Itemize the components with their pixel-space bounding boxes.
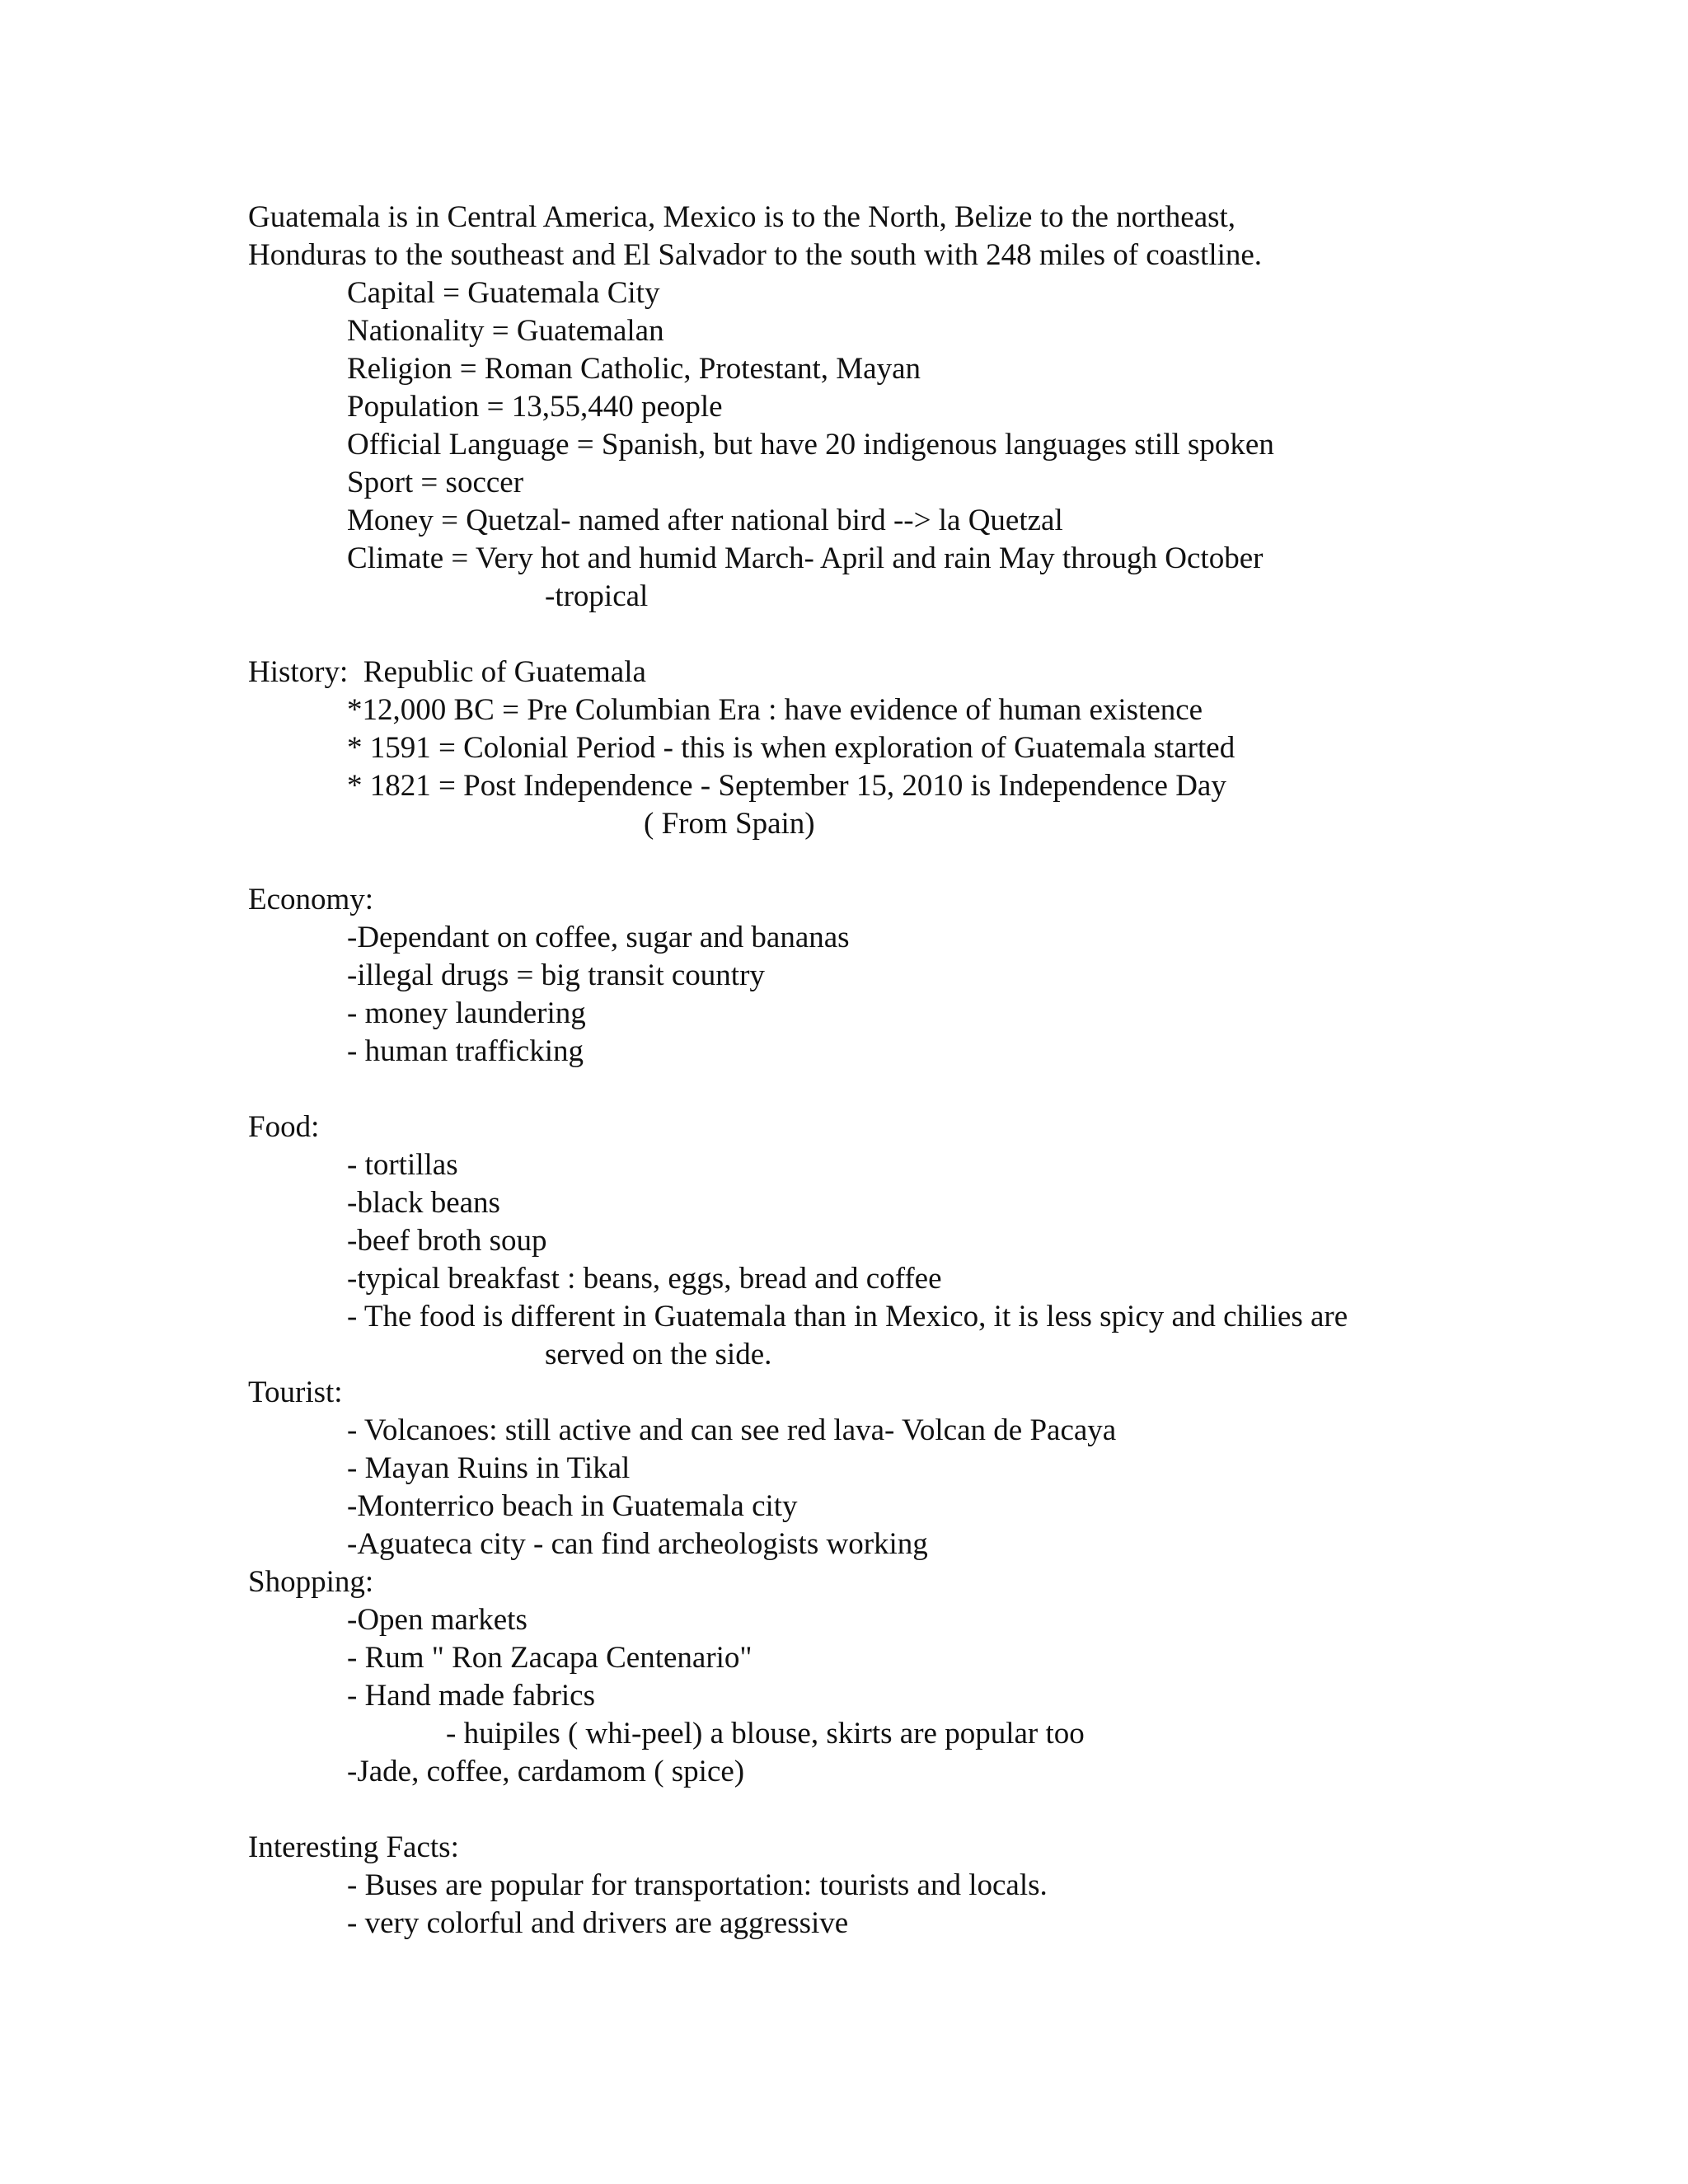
spacer — [248, 1071, 1649, 1108]
intro-line: Guatemala is in Central America, Mexico is to the North, Belize to the northeast, — [248, 200, 1236, 234]
shopping-item: -Jade, coffee, cardamom ( spice) — [347, 1755, 745, 1788]
food-item: -black beans — [347, 1186, 500, 1220]
history-item: *12,000 BC = Pre Columbian Era : have evidence of human existence — [347, 693, 1203, 727]
interesting-fact-item: - very colorful and drivers are aggressive — [347, 1906, 849, 1940]
fact-sport: Sport = soccer — [347, 466, 524, 499]
food-item: -beef broth soup — [347, 1224, 547, 1258]
spacer — [248, 843, 1649, 881]
spacer — [248, 1791, 1649, 1829]
history-item: * 1821 = Post Independence - September 15, 2010 is Independence Day — [347, 769, 1226, 803]
economy-item: - human trafficking — [347, 1034, 584, 1068]
section-heading-history: History: Republic of Guatemala — [248, 655, 646, 689]
interesting-fact-item: - Buses are popular for transportation: tourists and locals. — [347, 1868, 1048, 1902]
section-heading-interesting-facts: Interesting Facts: — [248, 1830, 459, 1864]
shopping-item: -Open markets — [347, 1603, 528, 1637]
food-item: - The food is different in Guatemala than in Mexico, it is less spicy and chilies are — [347, 1300, 1348, 1333]
tourist-item: - Mayan Ruins in Tikal — [347, 1451, 631, 1485]
shopping-item: - Hand made fabrics — [347, 1679, 596, 1713]
economy-item: -Dependant on coffee, sugar and bananas — [347, 921, 850, 954]
intro-line: Honduras to the southeast and El Salvador to the south with 248 miles of coastline. — [248, 238, 1263, 272]
fact-nationality: Nationality = Guatemalan — [347, 314, 664, 348]
section-heading-tourist: Tourist: — [248, 1376, 343, 1409]
fact-money: Money = Quetzal- named after national bird --> la Quetzal — [347, 504, 1063, 537]
economy-item: - money laundering — [347, 996, 586, 1030]
fact-climate-continued: -tropical — [545, 579, 649, 613]
section-heading-shopping: Shopping: — [248, 1565, 374, 1599]
spacer — [248, 616, 1649, 654]
fact-population: Population = 13,55,440 people — [347, 390, 723, 424]
fact-climate: Climate = Very hot and humid March- April and rain May through October — [347, 541, 1264, 575]
shopping-subitem: - huipiles ( whi-peel) a blouse, skirts are popular too — [446, 1717, 1085, 1750]
food-item-continued: served on the side. — [545, 1338, 772, 1371]
economy-item: -illegal drugs = big transit country — [347, 958, 765, 992]
fact-language: Official Language = Spanish, but have 20 indigenous languages still spoken — [347, 428, 1274, 462]
tourist-item: -Aguateca city - can find archeologists working — [347, 1527, 928, 1561]
food-item: - tortillas — [347, 1148, 458, 1182]
history-item: * 1591 = Colonial Period - this is when exploration of Guatemala started — [347, 731, 1236, 765]
document-body — [248, 199, 1649, 1943]
tourist-item: - Volcanoes: still active and can see red lava- Volcan de Pacaya — [347, 1413, 1117, 1447]
fact-religion: Religion = Roman Catholic, Protestant, Mayan — [347, 352, 921, 386]
tourist-item: -Monterrico beach in Guatemala city — [347, 1489, 798, 1523]
section-heading-economy: Economy: — [248, 883, 374, 916]
history-item-continued: ( From Spain) — [644, 807, 815, 841]
shopping-item: - Rum " Ron Zacapa Centenario" — [347, 1641, 753, 1675]
section-heading-food: Food: — [248, 1110, 320, 1144]
fact-capital: Capital = Guatemala City — [347, 276, 660, 310]
food-item: -typical breakfast : beans, eggs, bread and coffee — [347, 1262, 942, 1296]
